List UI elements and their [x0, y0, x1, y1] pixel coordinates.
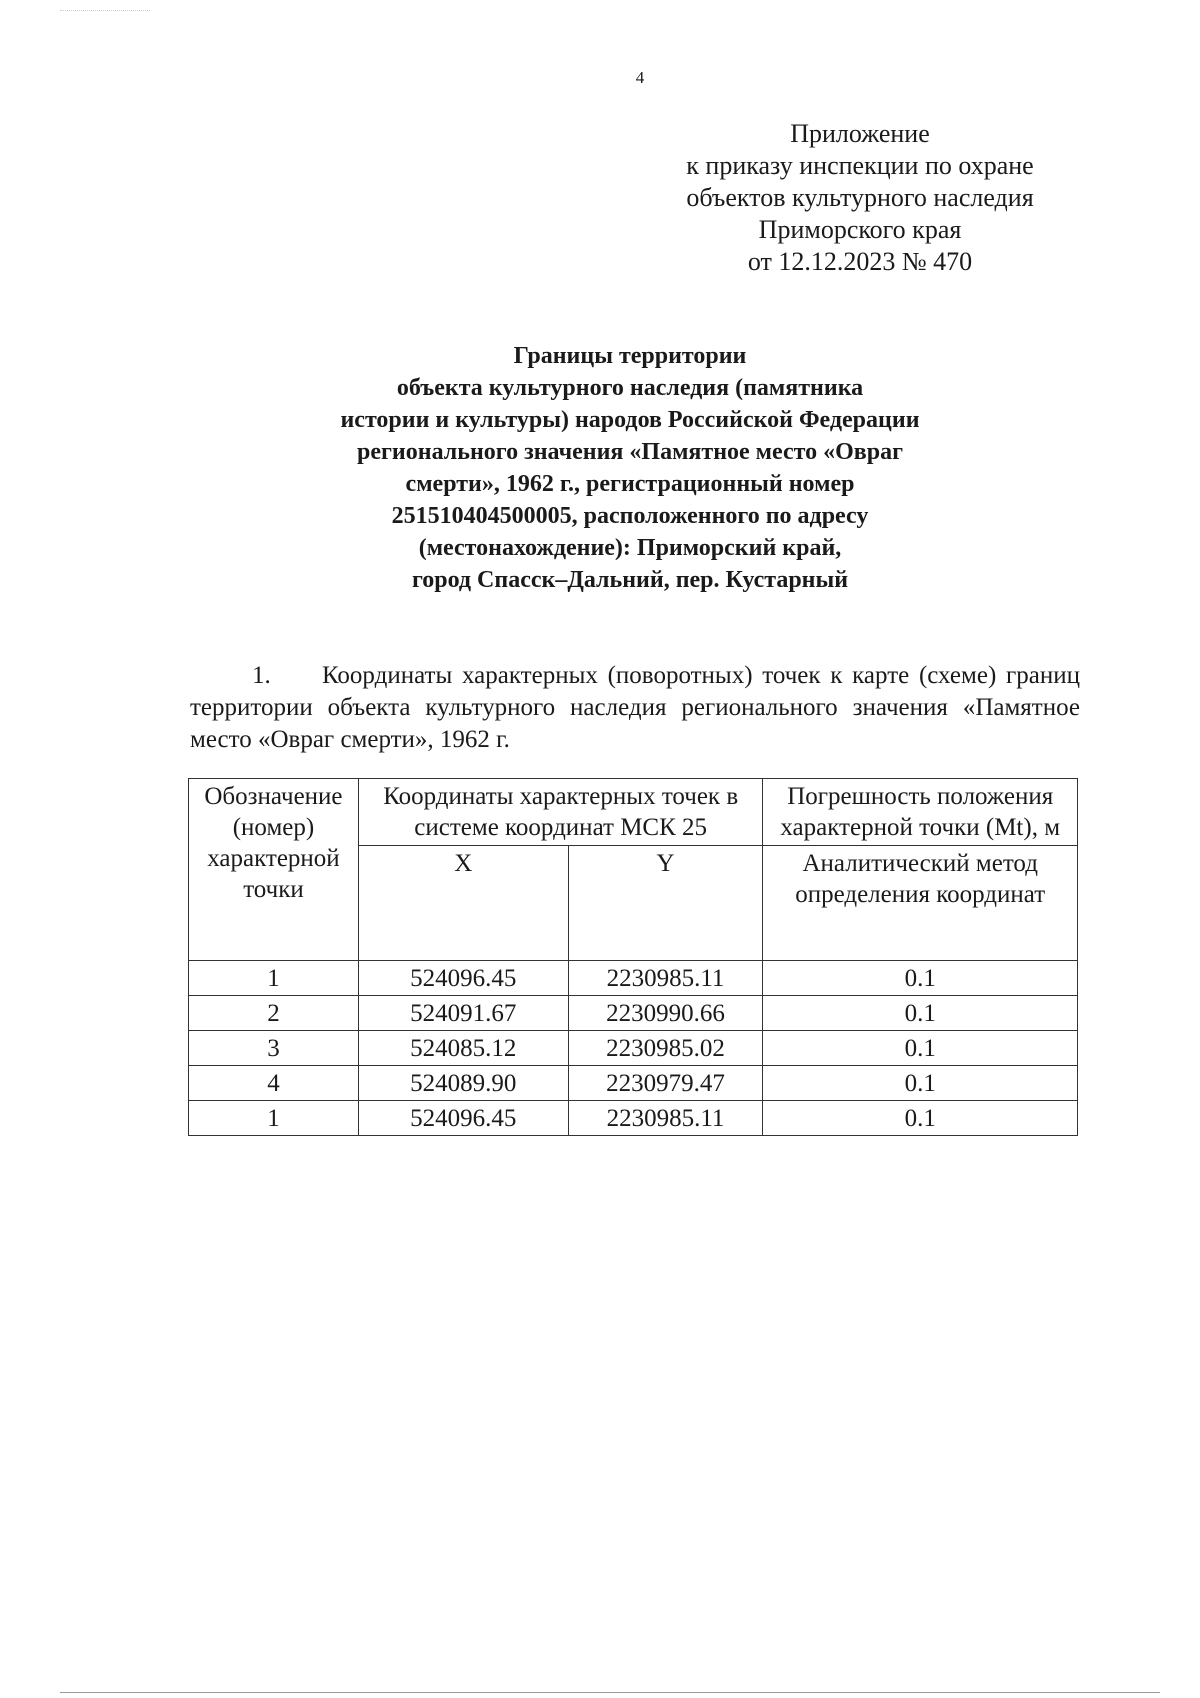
header-x: X: [358, 846, 568, 961]
coordinates-table: [188, 778, 1078, 1136]
cell-error: 0.1: [763, 961, 1078, 996]
title-line: смерти», 1962 г., регистрационный номер: [405, 471, 855, 497]
appendix-line: Приложение: [790, 119, 930, 148]
appendix-block: [660, 118, 1060, 278]
cell-y: 2230985.11: [568, 1101, 763, 1136]
cell-x: 524089.90: [358, 1066, 568, 1101]
title-line: город Спасск–Дальний, пер. Кустарный: [411, 567, 849, 593]
cell-error: 0.1: [763, 1066, 1078, 1101]
appendix-line: к приказу инспекции по охране: [686, 151, 1034, 180]
table-row: [189, 1066, 1078, 1101]
page-number: 4: [635, 68, 645, 87]
cell-error: 0.1: [763, 996, 1078, 1031]
title-line: 251510404500005, расположенного по адресу: [391, 503, 869, 529]
table-row: [189, 961, 1078, 996]
footer-divider: [60, 1692, 1160, 1693]
appendix-line: Приморского края: [758, 215, 962, 244]
title-line: истории и культуры) народов Российской Федерации: [340, 407, 920, 433]
cell-error: 0.1: [763, 1101, 1078, 1136]
paragraph-line: место «Овраг смерти», 1962 г.: [190, 726, 510, 753]
header-method: Аналитический метод определения координат: [763, 846, 1078, 961]
title-line: Границы территории: [513, 343, 747, 369]
title-line: регионального значения «Памятное место «Овраг: [357, 439, 903, 465]
cell-x: 524091.67: [358, 996, 568, 1031]
cell-point: 1: [189, 961, 359, 996]
cell-point: 2: [189, 996, 359, 1031]
scan-artifact: [60, 10, 150, 19]
paragraph-1: [190, 660, 1080, 756]
cell-point: 4: [189, 1066, 359, 1101]
cell-x: 524085.12: [358, 1031, 568, 1066]
paragraph-number: 1.: [252, 662, 271, 689]
table-row: [189, 1101, 1078, 1136]
cell-y: 2230979.47: [568, 1066, 763, 1101]
appendix-line: объектов культурного наследия: [686, 183, 1034, 212]
cell-y: 2230990.66: [568, 996, 763, 1031]
cell-y: 2230985.11: [568, 961, 763, 996]
table-header-row: [189, 779, 1078, 846]
header-coords: Координаты характерных точек в системе координат МСК 25: [358, 779, 762, 846]
cell-y: 2230985.02: [568, 1031, 763, 1066]
table-row: [189, 996, 1078, 1031]
cell-point: 3: [189, 1031, 359, 1066]
title-line: (местонахождение): Приморский край,: [418, 535, 842, 561]
title-line: объекта культурного наследия (памятника: [396, 375, 864, 401]
header-error: Погрешность положения характерной точки (Mt), м: [763, 779, 1078, 846]
header-y: Y: [568, 846, 763, 961]
paragraph-line: [190, 660, 1080, 692]
table-row: [189, 1031, 1078, 1066]
header-point: Обозначение (номер) характерной точки: [189, 779, 359, 961]
cell-error: 0.1: [763, 1031, 1078, 1066]
appendix-date-line: от 12.12.2023 № 470: [747, 247, 973, 276]
document-title: [260, 340, 1000, 596]
paragraph-text: Координаты характерных (поворотных) точек к карте (схеме) границ: [322, 662, 1080, 689]
cell-point: 1: [189, 1101, 359, 1136]
paragraph-line: территории объекта культурного наследия регионального значения «Памятное: [190, 694, 1080, 721]
cell-x: 524096.45: [358, 961, 568, 996]
cell-x: 524096.45: [358, 1101, 568, 1136]
